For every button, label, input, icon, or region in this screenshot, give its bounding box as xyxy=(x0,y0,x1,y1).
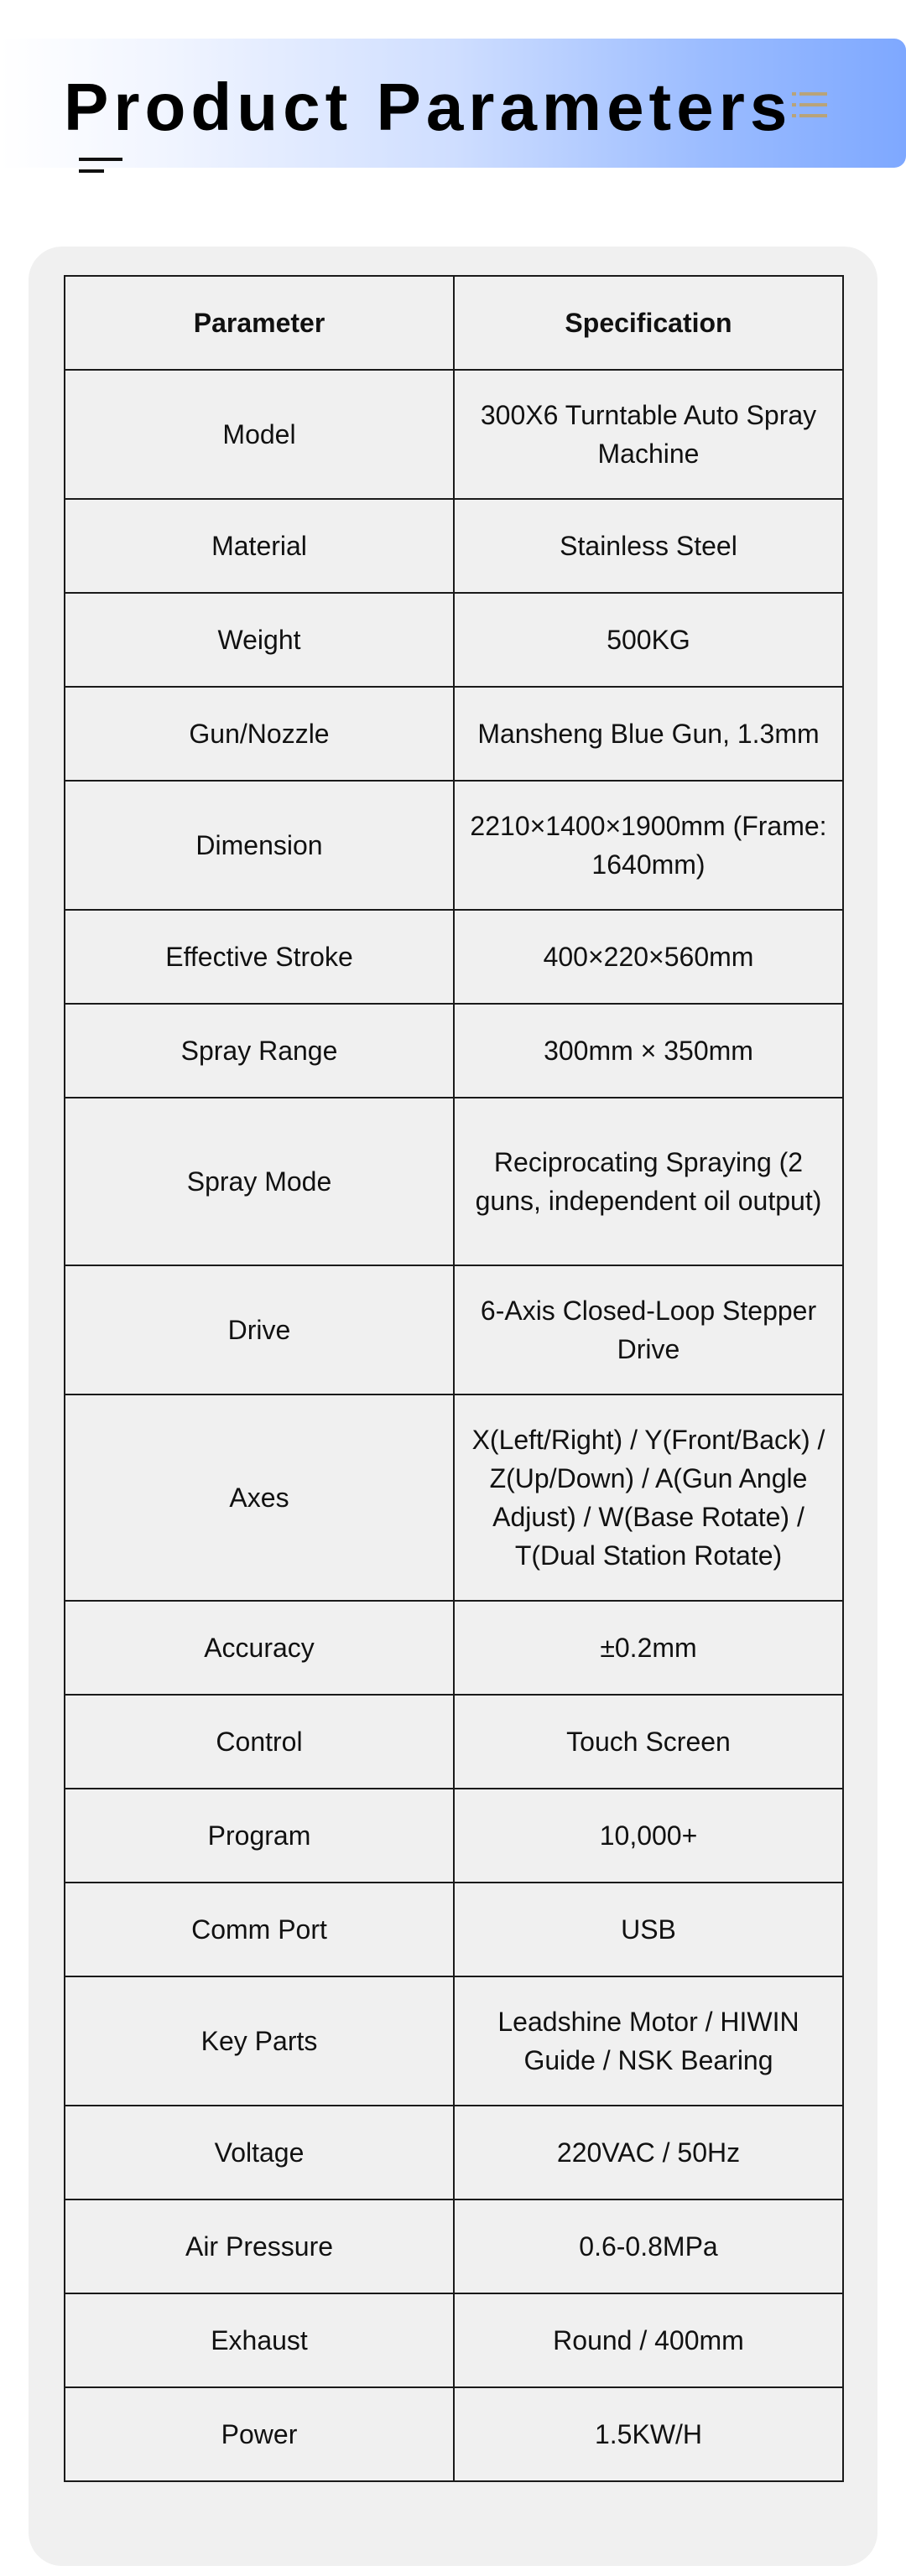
specification-cell: X(Left/Right) / Y(Front/Back) / Z(Up/Down) / A(Gun Angle Adjust) / W(Base Rotate) / T(Dual Station Rotate) xyxy=(454,1394,843,1601)
table-row xyxy=(65,2387,843,2481)
table-row xyxy=(65,1695,843,1789)
parameters-table xyxy=(64,275,844,2482)
parameter-cell: Weight xyxy=(65,593,454,687)
list-menu-icon[interactable] xyxy=(792,91,827,119)
column-header-specification: Specification xyxy=(454,276,843,370)
table-row xyxy=(65,1394,843,1601)
specification-cell: ±0.2mm xyxy=(454,1601,843,1695)
table-row xyxy=(65,2293,843,2387)
specification-cell: Mansheng Blue Gun, 1.3mm xyxy=(454,687,843,781)
parameter-cell: Model xyxy=(65,370,454,499)
parameter-cell: Power xyxy=(65,2387,454,2481)
table-row xyxy=(65,2106,843,2199)
table-row xyxy=(65,1004,843,1098)
parameter-cell: Control xyxy=(65,1695,454,1789)
table-row xyxy=(65,499,843,593)
specification-cell: 500KG xyxy=(454,593,843,687)
table-row xyxy=(65,1976,843,2106)
table-row xyxy=(65,687,843,781)
table-row xyxy=(65,1789,843,1883)
table-row xyxy=(65,1601,843,1695)
specification-cell: 300mm × 350mm xyxy=(454,1004,843,1098)
specification-cell: Stainless Steel xyxy=(454,499,843,593)
specification-cell: 400×220×560mm xyxy=(454,910,843,1004)
table-row xyxy=(65,781,843,910)
specification-cell: Leadshine Motor / HIWIN Guide / NSK Bearing xyxy=(454,1976,843,2106)
table-row xyxy=(65,1883,843,1976)
parameter-cell: Exhaust xyxy=(65,2293,454,2387)
specification-cell: 10,000+ xyxy=(454,1789,843,1883)
parameter-cell: Comm Port xyxy=(65,1883,454,1976)
specification-cell: 6-Axis Closed-Loop Stepper Drive xyxy=(454,1265,843,1394)
table-row xyxy=(65,370,843,499)
parameter-cell: Program xyxy=(65,1789,454,1883)
specification-cell: 1.5KW/H xyxy=(454,2387,843,2481)
table-header-row xyxy=(65,276,843,370)
table-row xyxy=(65,1098,843,1265)
specification-cell: Touch Screen xyxy=(454,1695,843,1789)
parameter-cell: Material xyxy=(65,499,454,593)
page-title: Product Parameters xyxy=(64,70,793,144)
table-row xyxy=(65,1265,843,1394)
table-row xyxy=(65,593,843,687)
parameter-cell: Effective Stroke xyxy=(65,910,454,1004)
parameter-cell: Drive xyxy=(65,1265,454,1394)
specification-cell: Reciprocating Spraying (2 guns, independent oil output) xyxy=(454,1098,843,1265)
table-row xyxy=(65,910,843,1004)
parameter-cell: Voltage xyxy=(65,2106,454,2199)
specification-cell: 2210×1400×1900mm (Frame: 1640mm) xyxy=(454,781,843,910)
parameter-cell: Axes xyxy=(65,1394,454,1601)
parameter-cell: Gun/Nozzle xyxy=(65,687,454,781)
parameter-cell: Key Parts xyxy=(65,1976,454,2106)
specification-cell: 220VAC / 50Hz xyxy=(454,2106,843,2199)
specification-cell: 300X6 Turntable Auto Spray Machine xyxy=(454,370,843,499)
short-lines-icon xyxy=(77,156,124,176)
specification-cell: Round / 400mm xyxy=(454,2293,843,2387)
table-row xyxy=(65,2199,843,2293)
table-body xyxy=(65,370,843,2481)
column-header-parameter: Parameter xyxy=(65,276,454,370)
specification-cell: USB xyxy=(454,1883,843,1976)
specification-cell: 0.6-0.8MPa xyxy=(454,2199,843,2293)
parameter-cell: Spray Range xyxy=(65,1004,454,1098)
parameter-cell: Air Pressure xyxy=(65,2199,454,2293)
parameter-cell: Accuracy xyxy=(65,1601,454,1695)
parameter-cell: Spray Mode xyxy=(65,1098,454,1265)
parameter-cell: Dimension xyxy=(65,781,454,910)
